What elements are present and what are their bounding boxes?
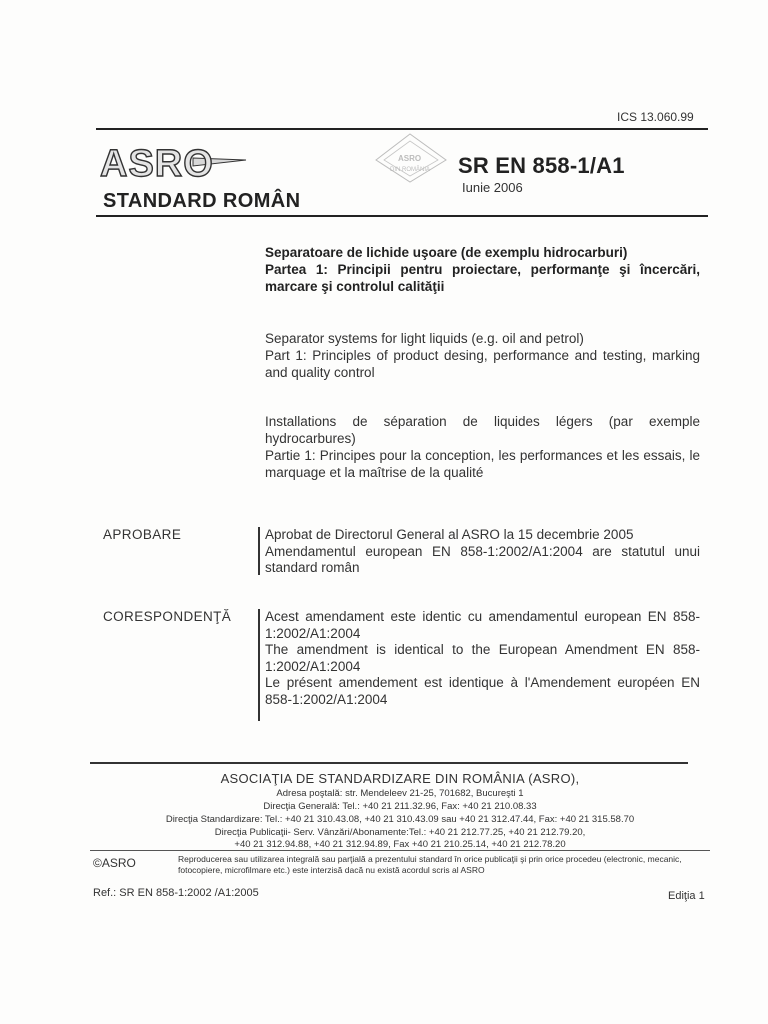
- approval-label: APROBARE: [103, 527, 182, 542]
- asro-logo-text: ASRO: [100, 143, 214, 184]
- standard-date: Iunie 2006: [462, 180, 523, 195]
- standard-number: SR EN 858-1/A1: [458, 153, 625, 178]
- title-en-line: Part 1: Principles of product desing, performance and testing, marking and quality control: [265, 348, 700, 380]
- correspondence-text: [265, 609, 700, 708]
- footer-general-direction: Direcţia Generală: Tel.: +40 21 211.32.96, Fax: +40 21 210.08.33: [263, 801, 537, 812]
- approval-text: [265, 527, 700, 577]
- copyright: ©ASRO: [93, 856, 136, 870]
- title-en-line: Separator systems for light liquids (e.g. oil and petrol): [265, 331, 584, 346]
- stamp-text-country: DIN ROMÂNIA: [390, 167, 431, 173]
- footer-publications-direction: Direcţia Publicaţii- Serv. Vânzări/Abonamente:Tel.: +40 21 212.77.25, +40 21 212.79.20,: [214, 827, 586, 838]
- title-ro-line: Separatoare de lichide uşoare (de exemplu hidrocarburi): [265, 245, 628, 260]
- footer-divider: [90, 850, 710, 851]
- document-reference: Ref.: SR EN 858-1:2002 /A1:2005: [93, 887, 259, 899]
- correspondence-label: CORESPONDENŢĂ: [103, 609, 232, 624]
- approval-bar: [258, 527, 260, 575]
- correspondence-line: Acest amendament este identic cu amendamentul european EN 858-1:2002/A1:2004: [265, 609, 700, 641]
- approval-line: Aprobat de Directorul General al ASRO la 15 decembrie 2005: [265, 527, 634, 542]
- footer-rule: [90, 762, 688, 764]
- correspondence-bar: [258, 609, 260, 721]
- standard-type: STANDARD ROMÂN: [103, 190, 301, 212]
- asro-logo: [98, 140, 248, 184]
- title-english: [265, 330, 700, 381]
- title-fr-line: Partie 1: Principes pour la conception, les performances et les essais, le marquage et la maîtrise de la qualité: [265, 448, 700, 480]
- header-bottom-rule: [96, 215, 708, 217]
- edition: Ediţia 1: [668, 890, 705, 902]
- ics-code: ICS 13.060.99: [617, 110, 694, 124]
- title-french: [265, 413, 700, 481]
- stamp-text-asro: ASRO: [398, 154, 422, 163]
- footer-organization: ASOCIAŢIA DE STANDARDIZARE DIN ROMÂNIA (ASRO),: [220, 771, 580, 786]
- title-fr-line: Installations de séparation de liquides légers (par exemple hydrocarbures): [265, 414, 700, 446]
- approval-line: Amendamentul european EN 858-1:2002/A1:2004 are statutul unui standard român: [265, 543, 700, 575]
- title-romanian: [265, 244, 700, 295]
- reproduction-notice: Reproducerea sau utilizarea integrală sau parţială a prezentului standard în orice publicaţii şi prin orice procedeu (electronic, mecanic, fotocopiere, microfilmare etc.) este interzisă dacă nu există acordul scris al ASRO: [178, 854, 682, 875]
- correspondence-line: Le présent amendement est identique à l'Amendement européen EN 858-1:2002/A1:2004: [265, 675, 700, 707]
- title-ro-line: Partea 1: Principii pentru proiectare, performanţe şi încercări, marcare şi controlul calităţii: [265, 262, 700, 294]
- correspondence-line: The amendment is identical to the European Amendment EN 858-1:2002/A1:2004: [265, 642, 700, 674]
- footer-address: Adresa poştală: str. Mendeleev 21-25, 701682, Bucureşti 1: [276, 788, 524, 799]
- footer-standardization-direction: Direcţia Standardizare: Tel.: +40 21 310.43.08, +40 21 310.43.09 sau +40 21 312.47.44, Fax: +40 21 315.58.70: [165, 814, 635, 825]
- approval-stamp: [368, 130, 452, 186]
- footer-publications-phones: +40 21 312.94.88, +40 21 312.94.89, Fax +40 21 210.25.14, +40 21 212.78.20: [234, 839, 566, 850]
